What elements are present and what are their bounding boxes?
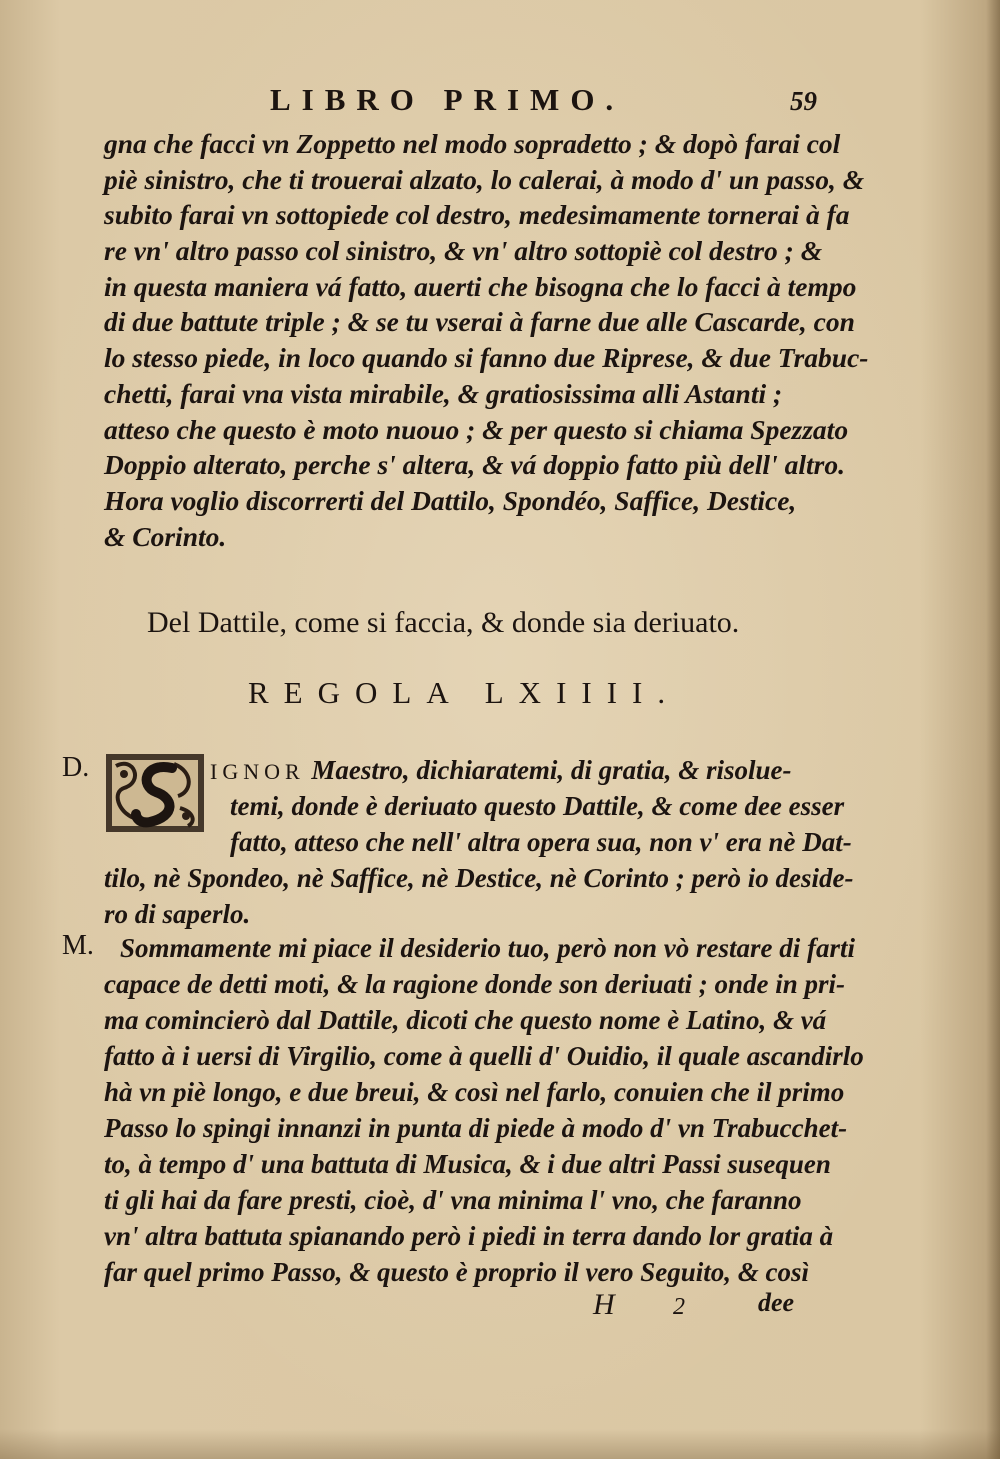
text-line: temi, donde è deriuato questo Dattile, & come dee esser [230, 791, 845, 821]
text-line: far quel primo Passo, & questo è proprio il vero Seguito, & così [104, 1257, 810, 1287]
speaker-label-m: M. [62, 930, 94, 961]
text-line: fatto, atteso che nell' altra opera sua, non v' era nè Dat- [230, 827, 852, 857]
text-line: to, à tempo d' una battuta di Musica, & i due altri Passi susequen [104, 1149, 831, 1179]
text-line: re vn' altro passo col sinistro, & vn' altro sottopiè col destro ; & [104, 235, 823, 267]
text-line: atteso che questo è moto nuouo ; & per questo si chiama Spezzato [104, 413, 849, 445]
text-line: vn' altra battuta spianando però i piedi in terra dando lor gratia à [104, 1221, 834, 1251]
text-line: Doppio alterato, perche s' altera, & vá doppio fatto più dell' altro. [104, 449, 845, 481]
text-line: gna che facci vn Zoppetto nel modo sopradetto ; & dopò farai col [104, 128, 841, 159]
text-line: hà vn piè longo, e due breui, & così nel farlo, conuien che il primo [104, 1077, 845, 1107]
page-number: 59 [790, 86, 817, 116]
signature-mark: H [593, 1288, 615, 1321]
page-edge-shadow [986, 0, 1000, 1459]
page-bottom-shadow [0, 1429, 1000, 1459]
top-paragraph [104, 126, 869, 554]
text-line: subito farai vn sottopiede col destro, medesimamente tornerai à fa [104, 199, 850, 231]
catchword: dee [758, 1288, 795, 1317]
signature-number: 2 [673, 1294, 685, 1320]
text-line: Passo lo spingi innanzi in punta di piede à modo d' vn Trabucchet- [104, 1113, 848, 1143]
text-line: Sommamente mi piace il desiderio tuo, però non vò restare di farti [120, 933, 855, 963]
text-line: in questa maniera vá fatto, auerti che bisogna che lo facci à tempo [104, 270, 857, 302]
text-line: tilo, nè Spondeo, nè Saffice, nè Destice, nè Corinto ; però io deside- [104, 863, 854, 893]
section-heading: Del Dattile, come si faccia, & donde sia deriuato. [147, 606, 740, 639]
text-line: ro di saperlo. [104, 899, 251, 929]
text-line: lo stesso piede, in loco quando si fanno due Riprese, & due Trabuc- [104, 342, 869, 374]
text-line [210, 752, 852, 788]
speaker-label-d: D. [62, 752, 90, 783]
text-line: di due battute triple ; & se tu vserai à farne due alle Cascarde, con [104, 306, 855, 338]
text-line: chetti, farai vna vista mirabile, & gratiosissima alli Astanti ; [104, 377, 783, 409]
text-line: ma comincierò dal Dattile, dicoti che questo nome è Latino, & vá [104, 1005, 827, 1035]
text-line: piè sinistro, che ti trouerai alzato, lo calerai, à modo d' un passo, & [104, 163, 865, 195]
decorated-initial-s-icon [104, 752, 206, 834]
text-line: & Corinto. [104, 520, 227, 552]
text-line: Hora voglio discorrerti del Dattilo, Spondéo, Saffice, Destice, [104, 484, 797, 516]
text-segment: Maestro, dichiaratemi, di gratia, & risolue- [311, 755, 792, 785]
rule-number: REGOLA LXIIII. [248, 675, 681, 710]
initial-caps-word: IGNOR [210, 759, 305, 784]
dialogue-m-body [104, 966, 864, 1290]
dialogue-d-top [210, 752, 852, 860]
dialogue-d-bottom [104, 860, 853, 932]
running-head: LIBRO PRIMO. [270, 82, 625, 117]
text-line: fatto à i uersi di Virgilio, come à quelli d' Ouidio, il quale ascandirlo [104, 1041, 864, 1071]
text-line: capace de detti moti, & la ragione donde son deriuati ; onde in pri- [104, 969, 845, 999]
dialogue-m-first [120, 930, 855, 966]
text-line: ti gli hai da fare presti, cioè, d' vna minima l' vno, che faranno [104, 1185, 802, 1215]
